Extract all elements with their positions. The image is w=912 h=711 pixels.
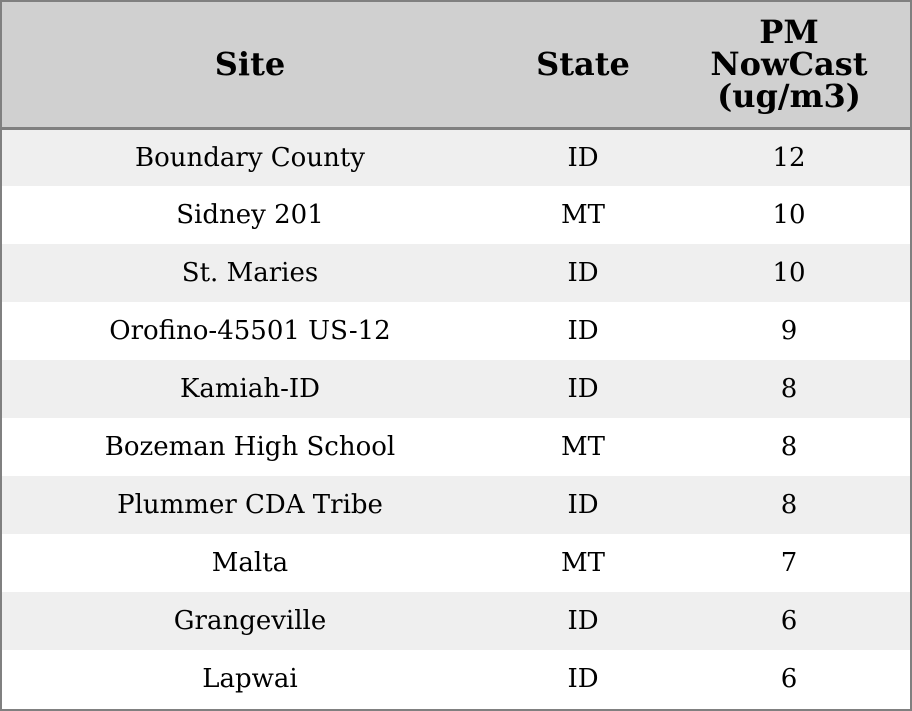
table-row: [2, 650, 910, 708]
cell-pm-nowcast: 7: [780, 548, 798, 578]
cell-site: St. Maries: [181, 258, 319, 288]
column-header-state: State: [498, 2, 668, 128]
table-row: [2, 592, 910, 650]
cell-site: Malta: [211, 548, 289, 578]
pm-header-line-1: PM: [759, 13, 819, 52]
cell-state: ID: [567, 142, 599, 173]
table-row: [2, 476, 910, 534]
cell-site: Sidney 201: [176, 200, 324, 230]
column-header-site: Site: [2, 2, 498, 128]
cell-site: Plummer CDA Tribe: [117, 490, 383, 520]
cell-pm-nowcast: 8: [780, 432, 798, 462]
cell-pm-nowcast: 6: [780, 606, 798, 636]
cell-pm-nowcast: 6: [780, 664, 798, 694]
table-row: [2, 128, 910, 186]
pm-header-line-2: NowCast: [710, 45, 868, 84]
cell-state: MT: [561, 200, 605, 230]
cell-state: ID: [567, 664, 599, 694]
table-row: [2, 360, 910, 418]
cell-state: ID: [567, 316, 599, 346]
column-header-pm-nowcast: [668, 2, 910, 128]
cell-site: Lapwai: [202, 664, 298, 694]
table-body: [2, 128, 910, 708]
table-row: [2, 418, 910, 476]
table-row: [2, 186, 910, 244]
cell-state: ID: [567, 606, 599, 636]
table-row: [2, 302, 910, 360]
table-row: [2, 244, 910, 302]
cell-site: Bozeman High School: [104, 432, 396, 462]
cell-pm-nowcast: 8: [780, 490, 798, 520]
cell-pm-nowcast: 8: [780, 374, 798, 404]
cell-site: Orofino-45501 US-12: [109, 316, 391, 346]
cell-pm-nowcast: 12: [772, 142, 806, 173]
header-row: [2, 2, 910, 128]
cell-state: MT: [561, 432, 605, 462]
pm-nowcast-table: [2, 2, 910, 708]
cell-site: Boundary County: [135, 142, 365, 173]
cell-site: Kamiah-ID: [179, 374, 321, 404]
cell-pm-nowcast: 9: [780, 316, 798, 346]
cell-site: Grangeville: [173, 606, 327, 636]
table-header: [2, 2, 910, 128]
cell-state: ID: [567, 490, 599, 520]
cell-state: MT: [561, 548, 605, 578]
cell-state: ID: [567, 374, 599, 404]
cell-pm-nowcast: 10: [772, 200, 806, 230]
cell-state: ID: [567, 258, 599, 288]
table-row: [2, 534, 910, 592]
cell-pm-nowcast: 10: [772, 258, 806, 288]
pm-header-line-3: (ug/m3): [717, 77, 861, 116]
